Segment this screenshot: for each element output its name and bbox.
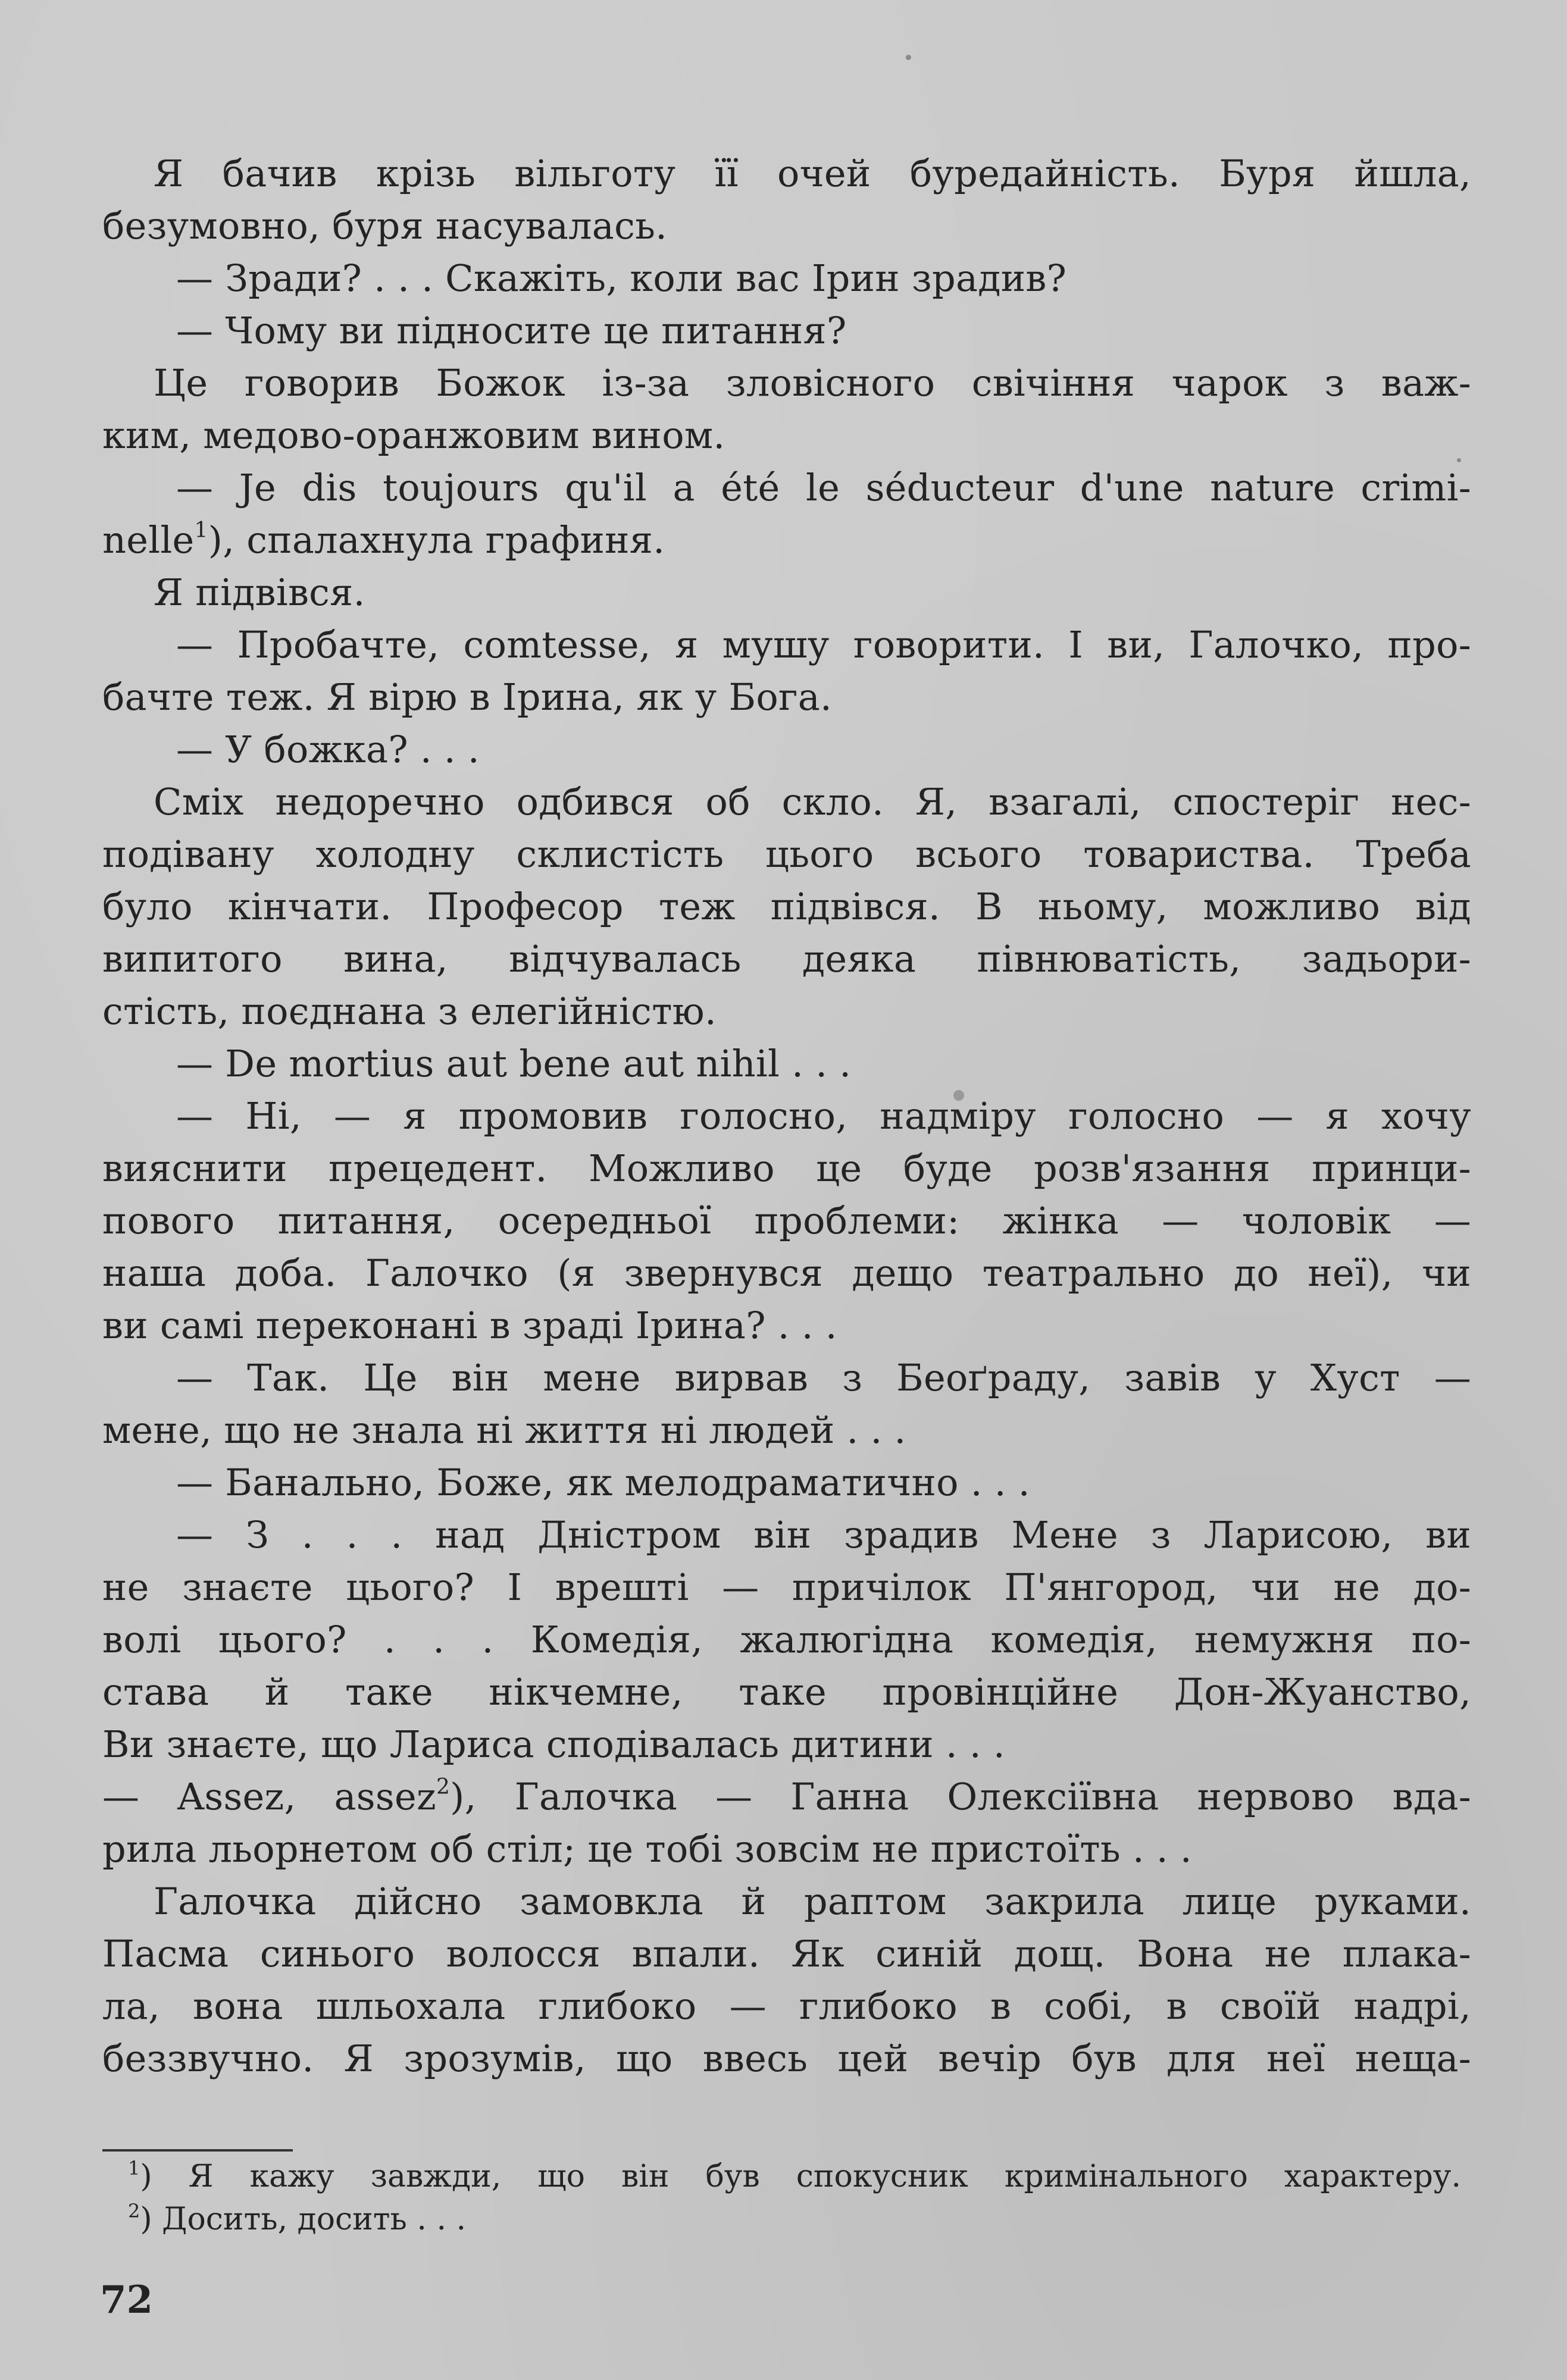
footnote-text-fragment: — Assez, assez <box>102 1775 436 1818</box>
text-line: Галочка дійсно замовкла й раптом закрила лице руками. <box>154 1880 1471 1923</box>
footnote-mark: 1 <box>128 2157 140 2179</box>
text-line: стість, поєднана з елегійністю. <box>102 989 717 1033</box>
text-line: — У божка? . . . <box>176 728 480 771</box>
footnote-text-fragment: ), Галочка — Ганна Олексіївна нервово вда- <box>450 1775 1471 1818</box>
text-line: — З . . . над Дністром він зрадив Мене з Ларисою, ви <box>176 1513 1471 1557</box>
page-number: 72 <box>100 2278 154 2322</box>
text-line: було кінчати. Професор теж підвівся. В ньому, можливо від <box>102 885 1471 928</box>
text-line: ла, вона шльохала глибоко — глибоко в собі, в своїй надрі, <box>102 1984 1471 2028</box>
text-line: Ви знаєте, що Лариса сподівалась дитини . . . <box>102 1723 1005 1766</box>
text-line: пового питання, осередньої проблеми: жінка — чоловік — <box>102 1199 1471 1242</box>
text-line: Це говорив Божок із-за зловісного свічіння чарок з важ- <box>154 361 1471 405</box>
text-line: става й таке нікчемне, таке провінційне Дон-Жуанство, <box>102 1670 1471 1714</box>
text-line: Сміх недоречно одбився об скло. Я, взагалі, спостеріг нес- <box>154 780 1471 823</box>
text-line: Я підвівся. <box>154 571 365 614</box>
text-line: ким, медово-оранжовим вином. <box>102 414 725 457</box>
text-line: — Банально, Боже, як мелодраматично . . . <box>176 1461 1030 1504</box>
text-line: Пасма синього волосся впали. Як синій дощ. Вона не плака- <box>102 1932 1471 1975</box>
text-line: бачте теж. Я вірю в Ірина, як у Бога. <box>102 675 833 719</box>
footnote-1 <box>128 2155 1461 2198</box>
text-line: рила льорнетом об стіл; це тобі зовсім не пристоїть . . . <box>102 1827 1192 1871</box>
footnote-text-fragment: nelle <box>102 518 195 562</box>
main-text <box>102 148 1471 2085</box>
text-line: вияснити прецедент. Можливо це буде розв'язання принци- <box>102 1147 1471 1190</box>
footnote-text-fragment: ), спалахнула графиня. <box>208 518 665 562</box>
text-line: — Ні, — я промовив голосно, надміру голосно — я хочу <box>176 1094 1471 1138</box>
footnote-ref-1: 1 <box>194 518 208 543</box>
print-speck <box>906 55 911 60</box>
text-line: — Чому ви підносите це питання? <box>176 309 847 352</box>
text-line: — De mortius aut bene aut nihil . . . <box>176 1042 852 1085</box>
footnotes <box>128 2155 1461 2241</box>
text-line: — Зради? . . . Скажіть, коли вас Ірин зрадив? <box>176 256 1067 300</box>
text-line: Я бачив крізь вільготу її очей буредайність. Буря йшла, <box>154 152 1471 195</box>
text-line: беззвучно. Я зрозумів, що ввесь цей вечір був для неї неща- <box>102 2037 1471 2080</box>
text-line: не знаєте цього? І врешті — причілок П'янгород, чи не до- <box>102 1565 1471 1609</box>
text-line: наша доба. Галочко (я звернувся дещо театрально до неї), чи <box>102 1251 1471 1295</box>
text-line: волі цього? . . . Комедія, жалюгідна комедія, немужня по- <box>102 1618 1471 1661</box>
text-line: випитого вина, відчувалась деяка півнюватість, задьори- <box>102 937 1471 981</box>
footnote-text: ) Я кажу завжди, що він був спокусник кримінального характеру. <box>140 2159 1461 2194</box>
text-line: ви самі переконані в зраді Ірина? . . . <box>102 1304 837 1347</box>
footnote-mark: 2 <box>128 2200 140 2222</box>
text-line <box>102 1771 1471 1823</box>
footnote-ref-2: 2 <box>436 1775 451 1799</box>
text-line <box>102 514 1471 566</box>
footnote-divider <box>102 2149 293 2152</box>
text-line: — Je dis toujours qu'il a été le séducteur d'une nature crimi- <box>176 466 1471 509</box>
text-line: подівану холодну склистість цього всього товариства. Треба <box>102 832 1471 876</box>
text-line: безумовно, буря насувалась. <box>102 204 668 248</box>
text-line: — Так. Це він мене вирвав з Беоґраду, завів у Хуст — <box>176 1356 1471 1399</box>
footnote-2 <box>128 2198 1461 2241</box>
text-line: — Пробачте, comtesse, я мушу говорити. І ви, Галочко, про- <box>176 623 1471 666</box>
text-line: мене, що не знала ні життя ні людей . . . <box>102 1408 906 1452</box>
footnote-text: ) Досить, досить . . . <box>140 2202 467 2237</box>
